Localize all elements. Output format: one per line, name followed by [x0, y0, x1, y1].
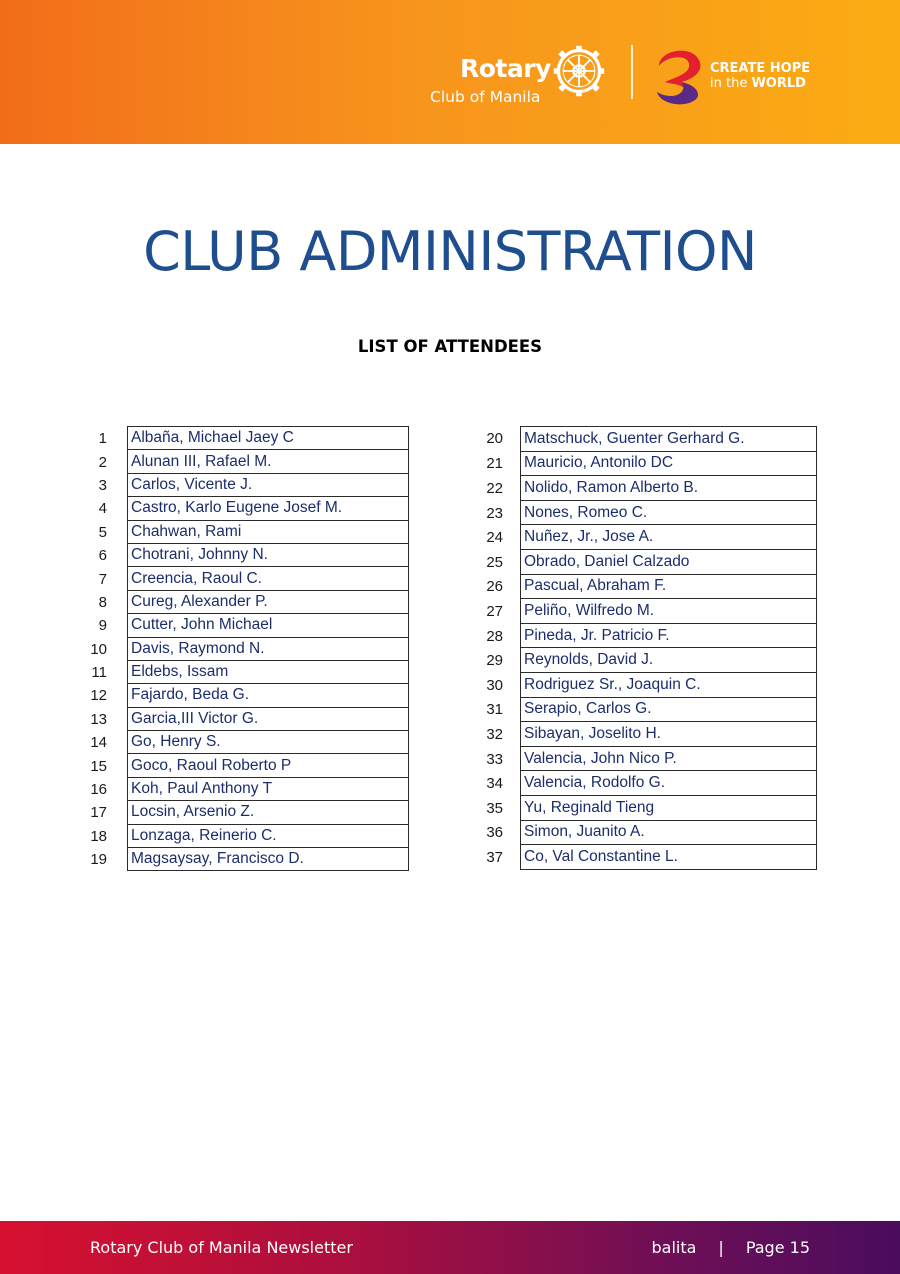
theme-line-2-bold: WORLD: [751, 76, 806, 91]
table-row: [86, 754, 409, 777]
row-number: 11: [91, 664, 107, 682]
attendee-name: Pineda, Jr. Patricio F.: [520, 624, 817, 649]
theme-line-2: [710, 76, 810, 91]
attendee-table-right: [477, 426, 817, 870]
row-number: 12: [90, 687, 107, 705]
table-row: [86, 825, 409, 848]
attendee-name: Chotrani, Johnny N.: [127, 544, 409, 567]
row-number: 31: [486, 701, 503, 719]
table-row: [86, 848, 409, 871]
attendee-name: Goco, Raoul Roberto P: [127, 754, 409, 777]
attendee-name: Albaña, Michael Jaey C: [127, 426, 409, 450]
attendee-name: Eldebs, Issam: [127, 661, 409, 684]
attendee-name: Carlos, Vicente J.: [127, 474, 409, 497]
row-number: 14: [90, 734, 107, 752]
attendee-name: Co, Val Constantine L.: [520, 845, 817, 870]
table-row: [86, 521, 409, 544]
row-number: 30: [486, 676, 503, 694]
table-row: [86, 661, 409, 684]
table-row: [477, 476, 817, 501]
attendee-name: Cutter, John Michael: [127, 614, 409, 637]
footer-right: [651, 1238, 810, 1257]
attendee-name: Nones, Romeo C.: [520, 501, 817, 526]
attendee-name: Castro, Karlo Eugene Josef M.: [127, 497, 409, 520]
row-number: 17: [90, 804, 107, 822]
header-divider: [631, 45, 633, 99]
row-number: 28: [486, 627, 503, 645]
table-row: [477, 624, 817, 649]
attendee-name: Valencia, Rodolfo G.: [520, 771, 817, 796]
row-number: 29: [486, 652, 503, 670]
row-number: 1: [98, 429, 107, 447]
theme-line-2-prefix: in the: [710, 76, 748, 91]
attendee-name: Matschuck, Guenter Gerhard G.: [520, 426, 817, 452]
row-number: 22: [486, 479, 503, 497]
row-number: 19: [90, 851, 107, 869]
row-number: 5: [98, 523, 107, 541]
rotary-club-logo: [430, 48, 610, 108]
table-row: [477, 525, 817, 550]
row-number: 16: [90, 781, 107, 799]
row-number: 21: [486, 455, 503, 473]
row-number: 25: [486, 553, 503, 571]
table-row: [86, 426, 409, 450]
row-number: 8: [98, 593, 107, 611]
row-number: 35: [486, 799, 503, 817]
attendee-name: Go, Henry S.: [127, 731, 409, 754]
table-row: [477, 771, 817, 796]
page-number: Page 15: [745, 1238, 810, 1257]
rotary-wheel-icon: [551, 43, 607, 99]
attendee-name: Nolido, Ramon Alberto B.: [520, 476, 817, 501]
table-row: [477, 575, 817, 600]
table-row: [477, 845, 817, 870]
table-row: [86, 708, 409, 731]
attendee-name: Fajardo, Beda G.: [127, 684, 409, 707]
section-name: balita: [651, 1238, 697, 1257]
table-row: [86, 638, 409, 661]
table-row: [477, 698, 817, 723]
row-number: 15: [90, 757, 107, 775]
table-row: [477, 452, 817, 477]
table-row: [477, 550, 817, 575]
row-number: 26: [486, 578, 503, 596]
table-row: [477, 722, 817, 747]
table-row: [477, 821, 817, 846]
section-subtitle: LIST OF ATTENDEES: [357, 337, 543, 356]
table-row: [86, 684, 409, 707]
brand-subtitle: Club of Manila: [430, 88, 541, 106]
table-row: [477, 796, 817, 821]
newsletter-name: Rotary Club of Manila Newsletter: [90, 1238, 353, 1257]
create-hope-logo-icon: [651, 44, 707, 106]
table-row: [86, 567, 409, 590]
table-row: [86, 497, 409, 520]
theme-text: [710, 61, 810, 91]
row-number: 36: [486, 824, 503, 842]
attendee-name: Mauricio, Antonilo DC: [520, 452, 817, 477]
attendee-name: Creencia, Raoul C.: [127, 567, 409, 590]
table-row: [477, 747, 817, 772]
attendee-name: Nuñez, Jr., Jose A.: [520, 525, 817, 550]
attendee-name: Pascual, Abraham F.: [520, 575, 817, 600]
table-row: [477, 426, 817, 452]
row-number: 7: [98, 570, 107, 588]
table-row: [86, 474, 409, 497]
attendee-name: Chahwan, Rami: [127, 521, 409, 544]
row-number: 18: [90, 827, 107, 845]
row-number: 9: [98, 617, 107, 635]
row-number: 20: [486, 430, 503, 448]
attendee-name: Davis, Raymond N.: [127, 638, 409, 661]
table-row: [477, 599, 817, 624]
attendee-name: Cureg, Alexander P.: [127, 591, 409, 614]
attendee-name: Sibayan, Joselito H.: [520, 722, 817, 747]
table-row: [86, 544, 409, 567]
attendee-name: Lonzaga, Reinerio C.: [127, 825, 409, 848]
attendee-name: Alunan III, Rafael M.: [127, 450, 409, 473]
attendee-name: Simon, Juanito A.: [520, 821, 817, 846]
attendee-name: Valencia, John Nico P.: [520, 747, 817, 772]
attendee-name: Garcia,III Victor G.: [127, 708, 409, 731]
row-number: 34: [486, 775, 503, 793]
row-number: 13: [90, 710, 107, 728]
row-number: 23: [486, 504, 503, 522]
page-title: CLUB ADMINISTRATION: [143, 220, 757, 283]
row-number: 33: [486, 750, 503, 768]
attendee-name: Obrado, Daniel Calzado: [520, 550, 817, 575]
footer-bar: [0, 1221, 900, 1274]
table-row: [86, 778, 409, 801]
table-row: [477, 501, 817, 526]
row-number: 24: [486, 529, 503, 547]
table-row: [86, 614, 409, 637]
attendee-name: Koh, Paul Anthony T: [127, 778, 409, 801]
table-row: [477, 648, 817, 673]
row-number: 32: [486, 725, 503, 743]
attendee-name: Locsin, Arsenio Z.: [127, 801, 409, 824]
attendee-name: Yu, Reginald Tieng: [520, 796, 817, 821]
row-number: 2: [98, 453, 107, 471]
row-number: 27: [486, 602, 503, 620]
table-row: [86, 450, 409, 473]
header-banner: [0, 0, 900, 144]
table-row: [86, 801, 409, 824]
row-number: 4: [98, 500, 107, 518]
row-number: 10: [90, 640, 107, 658]
row-number: 6: [98, 547, 107, 565]
table-row: [477, 673, 817, 698]
row-number: 3: [98, 476, 107, 494]
row-number: 37: [486, 848, 503, 866]
attendee-name: Serapio, Carlos G.: [520, 698, 817, 723]
brand-name: Rotary: [460, 54, 551, 83]
attendee-name: Magsaysay, Francisco D.: [127, 848, 409, 871]
table-row: [86, 731, 409, 754]
attendee-table-left: [86, 426, 409, 871]
footer-separator: |: [718, 1238, 724, 1257]
attendee-name: Peliño, Wilfredo M.: [520, 599, 817, 624]
theme-line-1: CREATE HOPE: [710, 61, 811, 76]
table-row: [86, 591, 409, 614]
attendee-name: Reynolds, David J.: [520, 648, 817, 673]
attendee-name: Rodriguez Sr., Joaquin C.: [520, 673, 817, 698]
